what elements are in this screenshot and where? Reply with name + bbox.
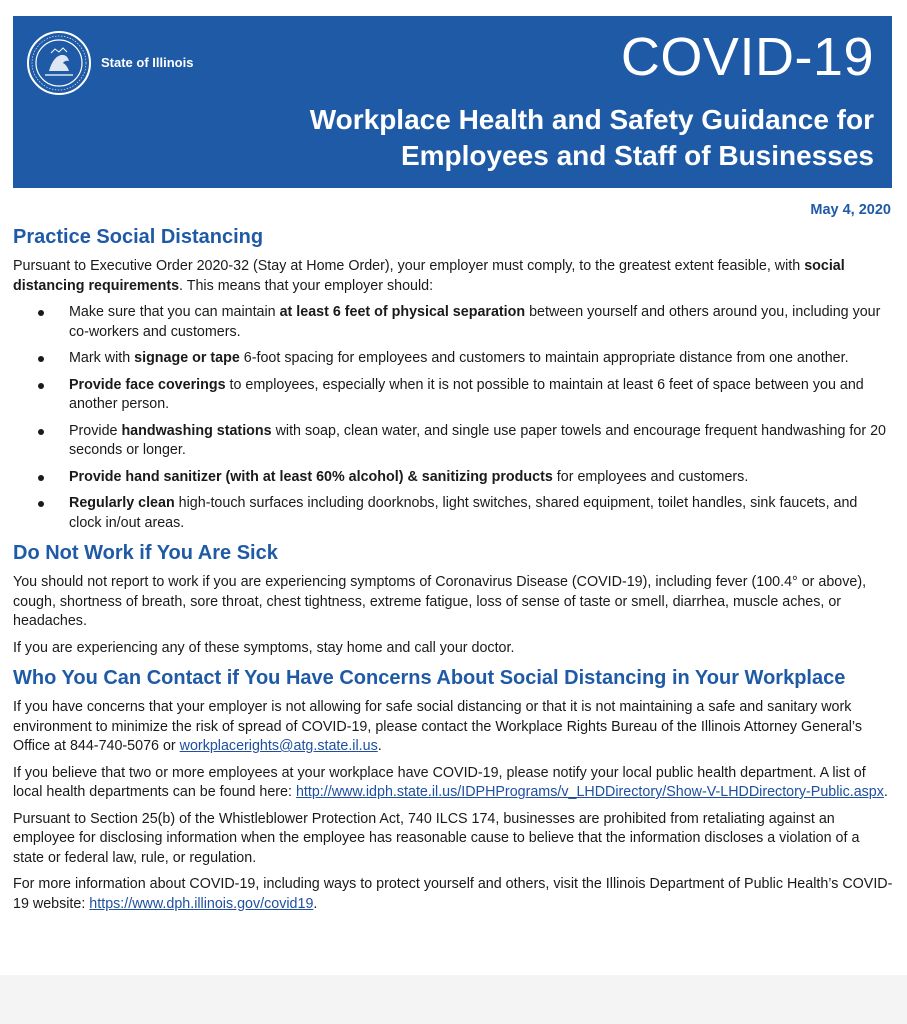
state-name: State of Illinois bbox=[101, 55, 194, 70]
whistleblower-paragraph: Pursuant to Section 25(b) of the Whistleblower Protection Act, 740 ILCS 174, businesses are prohibited from retaliating against an employee for disclosing information when the employee has reasonable cause to believe that the information discloses a violation of a state or federal law, rule, or regulation. bbox=[13, 810, 860, 866]
document-body bbox=[13, 224, 893, 921]
bullet-icon bbox=[38, 429, 44, 435]
sick-advice: If you are experiencing any of these symptoms, stay home and call your doctor. bbox=[13, 639, 515, 656]
list-item bbox=[13, 349, 893, 369]
item-bold: handwashing stations bbox=[121, 422, 272, 439]
health-dept-text-end: . bbox=[883, 784, 888, 800]
item-bold: signage or tape bbox=[134, 350, 240, 366]
list-item bbox=[13, 494, 893, 533]
heading-social-distancing: Practice Social Distancing bbox=[13, 226, 264, 248]
document-date: May 4, 2020 bbox=[810, 202, 891, 218]
heading-do-not-work-if-sick: Do Not Work if You Are Sick bbox=[13, 542, 278, 564]
health-dept-text: If you believe that two or more employees at your workplace have COVID-19, please notify your local public health department. A list of local health departments can be found here: bbox=[13, 764, 866, 800]
more-info-text-end: . bbox=[313, 895, 318, 912]
intro-text-end: . This means that your employer should: bbox=[179, 277, 434, 294]
item-text: for employees and customers. bbox=[552, 468, 749, 485]
item-text: 6-foot spacing for employees and customers to maintain appropriate distance from one another. bbox=[239, 350, 849, 366]
more-info-text: For more information about COVID-19, including ways to protect yourself and others, visit the Illinois Department of Public Health’s COVID-19 website: bbox=[13, 876, 893, 912]
more-info-paragraph bbox=[13, 875, 893, 914]
bullet-icon bbox=[38, 356, 44, 362]
item-bold: Regularly clean bbox=[69, 495, 175, 511]
sick-paragraph: You should not report to work if you are experiencing symptoms of Coronavirus Disease (COVID-19), including fever (100.4° or above), cough, shortness of breath, sore throat, chest tightness, extreme fatigue, loss of sense of taste or smell, diarrhea, muscle aches, or headaches. bbox=[13, 574, 867, 629]
item-text: Provide bbox=[69, 422, 122, 439]
bullet-icon bbox=[38, 383, 44, 389]
bullet-icon bbox=[38, 475, 44, 481]
lhd-directory-link[interactable]: http://www.idph.state.il.us/IDPHPrograms/v_LHDDirectory/Show-V-LHDDirectory-Public.aspx bbox=[295, 784, 884, 800]
item-bold: Provide hand sanitizer (with at least 60% alcohol) & sanitizing products bbox=[69, 468, 553, 485]
contact-paragraph bbox=[13, 698, 893, 757]
list-item bbox=[13, 376, 893, 415]
item-bold: Provide face coverings bbox=[69, 376, 226, 393]
item-bold: at least 6 feet of physical separation bbox=[279, 304, 526, 320]
item-text: with soap, clean water, and single use paper towels and encourage frequent handwashing for 20 seconds or longer. bbox=[69, 422, 886, 458]
heading-who-to-contact: Who You Can Contact if You Have Concerns About Social Distancing in Your Workplace bbox=[13, 667, 846, 689]
intro-text: Pursuant to Executive Order 2020-32 (Stay at Home Order), your employer must comply, to the greatest extent feasible, with bbox=[13, 258, 805, 274]
state-seal-icon bbox=[27, 31, 91, 95]
bullet-icon bbox=[38, 501, 44, 507]
item-text: Make sure that you can maintain bbox=[69, 304, 280, 320]
contact-text: If you have concerns that your employer is not allowing for safe social distancing or that it is not maintaining a safe and sanitary work environment to minimize the risk of spread of COVID-19, please contact the Workplace Rights Bureau of the Illinois Attorney General’s Office at 844-740-5076 or bbox=[13, 699, 862, 754]
bullet-icon bbox=[38, 310, 44, 316]
health-department-paragraph bbox=[13, 764, 893, 803]
idph-covid-link[interactable]: https://www.dph.illinois.gov/covid19 bbox=[89, 895, 314, 912]
list-item bbox=[13, 303, 893, 342]
page-bottom-margin bbox=[0, 975, 907, 1024]
intro-bold: social distancing requirements bbox=[13, 258, 845, 294]
header-banner bbox=[13, 16, 892, 188]
email-link[interactable]: workplacerights@atg.state.il.us bbox=[179, 738, 378, 754]
page-subtitle: Workplace Health and Safety Guidance for Employees and Staff of Businesses bbox=[309, 104, 874, 171]
page-title: COVID-19 bbox=[620, 27, 874, 87]
contact-text-end: . bbox=[377, 738, 382, 754]
distancing-list bbox=[13, 303, 893, 533]
distancing-intro bbox=[13, 257, 893, 296]
item-text: between yourself and others around you, including your co-workers and customers. bbox=[69, 304, 881, 340]
list-item bbox=[13, 422, 893, 461]
item-text: to employees, especially when it is not possible to maintain at least 6 feet of space between you and another person. bbox=[69, 376, 864, 412]
item-text: Mark with bbox=[69, 350, 135, 366]
item-text: high-touch surfaces including doorknobs, light switches, shared equipment, toilet handles, sink faucets, and clock in/out areas. bbox=[69, 495, 858, 531]
list-item bbox=[13, 468, 893, 488]
